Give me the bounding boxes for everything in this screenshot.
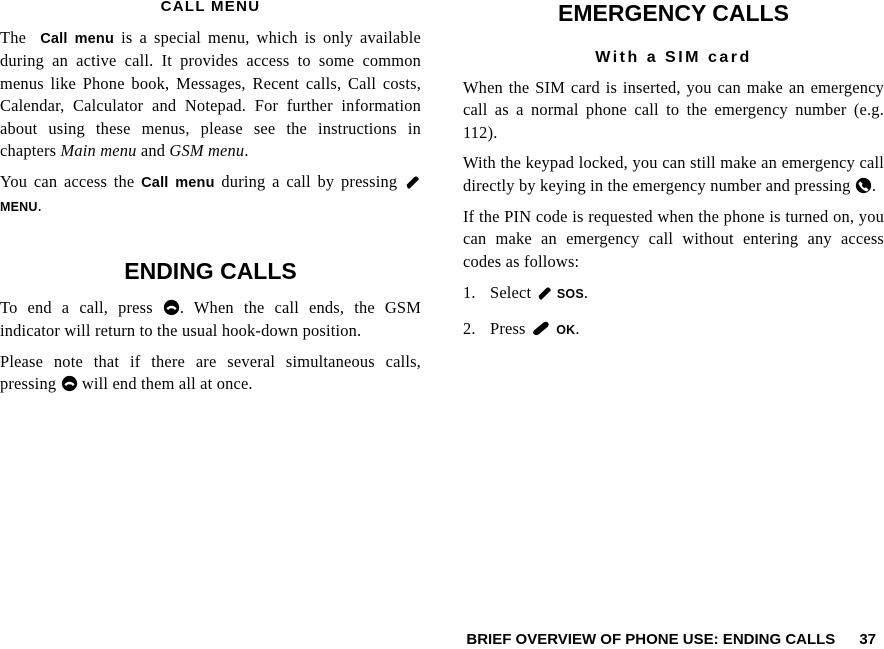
sos-key-label: SOS [556, 287, 584, 302]
text: is a special menu, which is only available during an active call. It provides access to some common menus like Phone book, Messages, Recent calls, Call costs, Calendar, Calculator and Notepad. For further information about using these menus, please see the instructions in chapters [0, 28, 421, 161]
text: Please note that if there are several simultaneous calls, pressing [0, 352, 421, 394]
text: . [244, 141, 249, 161]
end-call-key-icon [163, 299, 180, 316]
footer-section-title: BRIEF OVERVIEW OF PHONE USE: ENDING CALLS [466, 631, 836, 648]
page-footer [466, 631, 876, 649]
text: The [0, 28, 27, 47]
soft-key-left-icon [536, 284, 553, 301]
ok-key-label: OK [556, 322, 576, 337]
ending-calls-paragraph-1 [0, 297, 421, 342]
text: . [37, 195, 42, 215]
call-menu-keyword: Call menu [40, 31, 115, 47]
list-number: 1. [463, 283, 476, 303]
call-menu-heading: CALL MENU [160, 0, 261, 15]
soft-key-right-icon [530, 320, 552, 337]
list-item [463, 318, 884, 341]
text: Press [490, 318, 526, 338]
soft-key-left-icon [404, 173, 421, 190]
end-call-key-icon [61, 375, 78, 392]
emergency-calls-heading: EMERGENCY CALLS [558, 0, 789, 26]
call-menu-paragraph-2 [0, 171, 421, 218]
text: . [575, 318, 580, 338]
text: will end them all at once. [81, 374, 253, 394]
ending-calls-heading: ENDING CALLS [124, 258, 297, 285]
call-key-icon [855, 177, 872, 194]
left-column [0, 0, 421, 396]
emergency-paragraph-2 [463, 152, 884, 197]
text: . [871, 175, 877, 195]
text: . When the call ends, the GSM indicator will return to the usual hook-down position. [0, 298, 421, 340]
text: With the keypad locked, you can still make an emergency call directly by keying in the emergency number and pressing [463, 153, 884, 195]
text: and [140, 141, 166, 161]
right-column [463, 0, 884, 341]
main-menu-ref: Main menu [60, 141, 137, 161]
text: during a call by pressing [221, 172, 398, 192]
emergency-paragraph-3: If the PIN code is requested when the phone is turned on, you can make an emergency call without entering any access codes as follows: [463, 207, 884, 271]
ending-calls-paragraph-2 [0, 351, 421, 396]
page-number: 37 [859, 631, 876, 648]
gsm-menu-ref: GSM menu [169, 141, 245, 161]
text: You can access the [0, 172, 135, 192]
list-number: 2. [463, 318, 476, 338]
call-menu-paragraph-1 [0, 27, 421, 162]
text: Select [490, 283, 532, 303]
menu-key-label: MENU [0, 199, 38, 214]
text: . [583, 283, 589, 303]
text: To end a call, press [0, 298, 153, 318]
list-item [463, 282, 884, 305]
emergency-paragraph-1: When the SIM card is inserted, you can make an emergency call as a normal phone call to the emergency number (e.g. 112). [463, 78, 884, 142]
call-menu-keyword-2: Call menu [141, 175, 215, 192]
sim-card-subheading: With a SIM card [595, 49, 752, 66]
